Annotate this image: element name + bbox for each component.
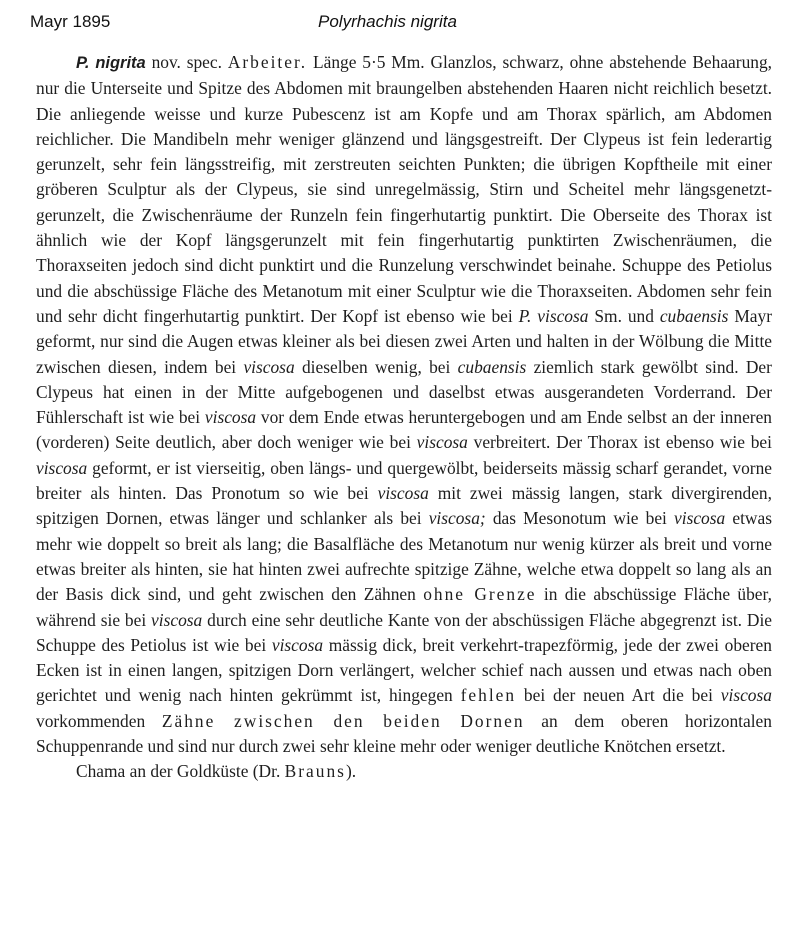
- text-run: Länge 5·5 Mm. Glanzlos, schwarz, ohne abstehende Behaarung, nur die Unterseite und Spitze des Abdomen mit braungelben abstehenden Haaren nicht reichlich besetzt. Die anliegende weisse und kurze Pubescenz ist am Kopfe und am Thorax spärlich, am Abdomen reichlicher. Die Mandibeln mehr weniger glänzend und längsgestreift. Der Clypeus ist fein lederartig gerunzelt, sehr fein längsstreifig, mit zerstreuten seichten Punkten; die übrigen Kopftheile mit einer gröberen Sculptur als der Clypeus, sie sind unregelmässig, Stirn und Scheitel mehr längsgenetzt-gerunzelt, die Zwischenräume der Runzeln fein fingerhutartig punktirt. Die Oberseite des Thorax ist ähnlich wie der Kopf längsgerunzelt mit fein fingerhutartig punktirten Zwischenräumen, die Thoraxseiten jedoch sind dicht punktirt und die Runzelung verschwindet beinahe. Schuppe des Petiolus und die abschüssige Fläche des Metanotum mit einer Sculptur wie die Thoraxseiten. Abdomen sehr fein und sehr dicht fingerhutartig punktirt. Der Kopf ist ebenso wie bei: [36, 52, 772, 326]
- text-run: mässig dick, breit verkehrt-trapezförmig, jede der zwei oberen Ecken ist in einen langen, spitzigen Dorn verlängert, welcher schief nach aussen und etwas nach oben gerichtet und wenig nach hinten gekrümmt ist, hingegen: [36, 634, 772, 706]
- italic-taxon: viscosa: [674, 508, 726, 529]
- caste-label: Arbeiter.: [227, 52, 308, 72]
- text-run: bei der neuen Art die bei: [523, 685, 713, 706]
- text-run: Sm. und: [594, 305, 654, 326]
- italic-taxon: viscosa: [416, 432, 468, 453]
- italic-taxon: viscosa: [377, 483, 429, 504]
- text-run: geformt, er ist vierseitig, oben längs- und quergewölbt, beiderseits mässig scharf gerandet, vorne breiter als hinten. Das Pronotum so wie bei: [36, 457, 772, 504]
- italic-taxon: viscosa: [36, 457, 88, 478]
- italic-taxon: viscosa: [204, 407, 257, 428]
- italic-taxon: cubaensis: [457, 356, 527, 377]
- text-run: Chama an der Goldküste (Dr.: [76, 761, 281, 782]
- text-run: in die abschüssige Fläche über, während sie bei: [36, 584, 772, 630]
- italic-taxon: viscosa: [151, 609, 203, 630]
- text-run: dieselben wenig, bei: [301, 356, 451, 377]
- header-author-year: Mayr 1895: [30, 12, 111, 31]
- spaced-emphasis: fehlen: [460, 685, 517, 706]
- spaced-emphasis: Zähne zwischen den beiden Dornen: [161, 710, 525, 731]
- text-run: vorkommenden: [36, 710, 146, 731]
- species-description: [36, 50, 772, 785]
- italic-taxon: viscosa: [271, 634, 324, 655]
- header-species-title: Polyrhachis nigrita: [318, 12, 457, 31]
- collector-name: Brauns: [284, 761, 346, 782]
- text-run: mit zwei mässig langen, stark divergirenden, spitzigen Dornen, etwas länger und schlanker als bei: [36, 483, 772, 529]
- text-run: ).: [345, 761, 357, 782]
- description-paragraph: [36, 50, 772, 759]
- text-run: an dem oberen horizontalen Schuppenrande und sind nur durch zwei sehr kleine mehr oder weniger deutliche Knötchen ersetzt.: [36, 710, 772, 757]
- text-run: etwas mehr wie doppelt so breit als lang; die Basalfläche des Metanotum nur wenig kürzer als breit und vorne etwas breiter als hinten, sie hat hinten zwei aufrechte spitzige Zähne, welche etwa doppelt so lang als an der Basis dick sind, und geht zwischen den Zähnen: [36, 508, 772, 605]
- text-run: Mayr geformt, nur sind die Augen etwas kleiner als bei diesen zwei Arten und halten in der Wölbung die Mitte zwischen diesen, indem bei: [36, 305, 772, 377]
- italic-taxon: viscosa: [243, 356, 295, 377]
- text-run: das Mesonotum wie bei: [492, 508, 667, 529]
- italic-taxon: viscosa: [720, 685, 772, 706]
- nov-spec: nov. spec.: [151, 52, 222, 72]
- spaced-emphasis: ohne Grenze: [423, 584, 537, 605]
- italic-taxon: viscosa;: [428, 508, 486, 529]
- text-run: ziemlich stark gewölbt sind. Der Clypeus hat einen in der Mitte aufgebogenen und daselbst etwas ausgerandeten Vorderrand. Der Fühlerschaft ist wie bei: [36, 356, 772, 428]
- text-run: verbreitert. Der Thorax ist ebenso wie bei: [473, 432, 772, 453]
- text-run: durch eine sehr deutliche Kante von der abschüssigen Fläche abgegrenzt ist. Die Schuppe des Petiolus ist wie bei: [36, 609, 772, 655]
- locality-paragraph: [36, 759, 772, 784]
- species-name: nigrita: [95, 54, 146, 72]
- text-run: vor dem Ende etwas heruntergebogen und am Ende selbst an der inneren (vorderen) Seite deutlich, aber doch weniger wie bei: [36, 407, 772, 453]
- genus-abbrev: P.: [76, 54, 90, 72]
- italic-taxon: P. viscosa: [518, 305, 589, 326]
- italic-taxon: cubaensis: [659, 305, 729, 326]
